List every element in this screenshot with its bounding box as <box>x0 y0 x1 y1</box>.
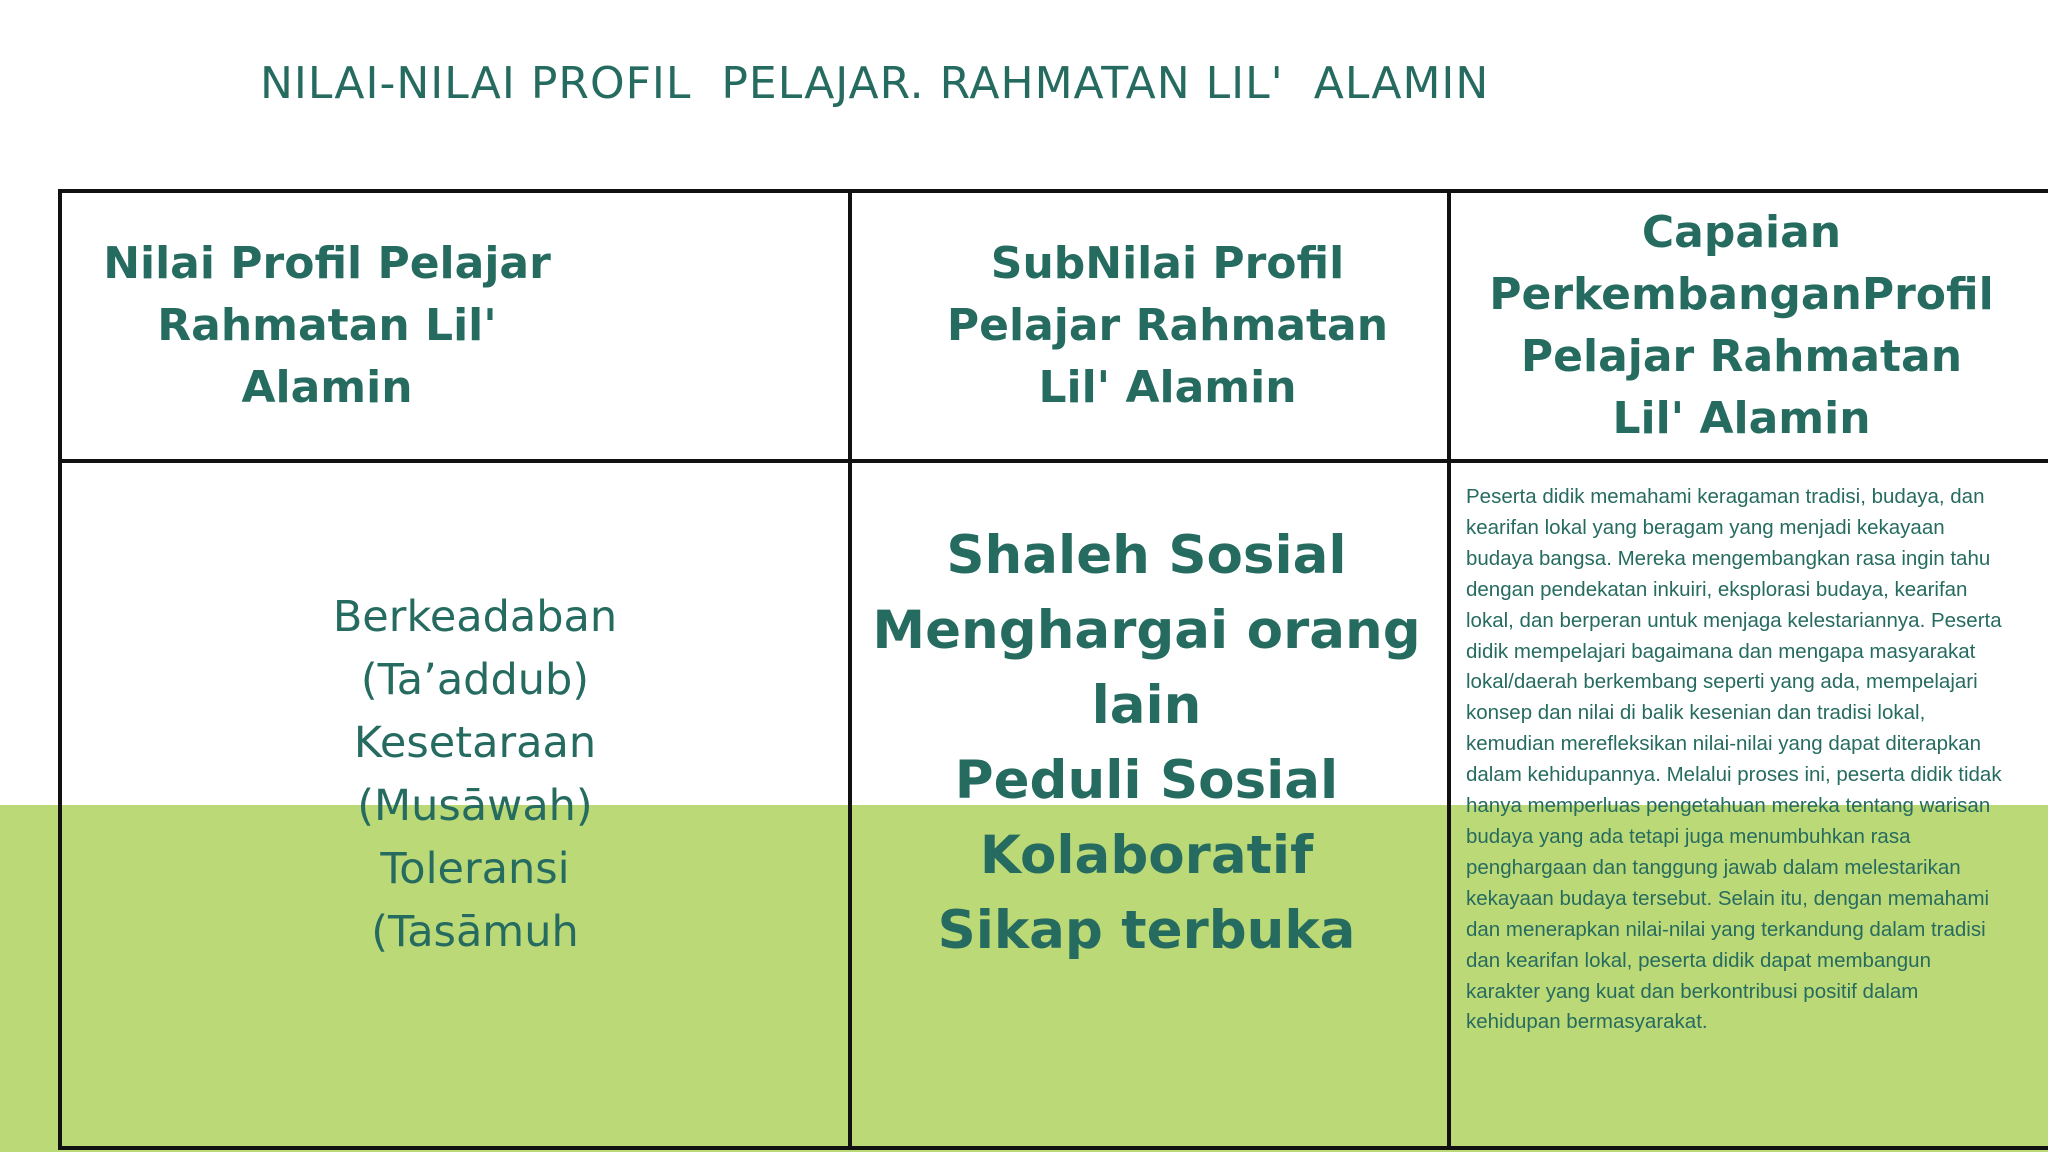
header-line: Lil' Alamin <box>1612 393 1871 444</box>
header-line: Lil' Alamin <box>1038 362 1297 413</box>
subnilai-item: Kolaboratif <box>979 825 1314 886</box>
nilai-item: Berkeadaban <box>332 592 618 642</box>
header-line: Alamin <box>241 362 413 413</box>
table-border-bottom <box>58 1146 2048 1150</box>
header-capaian <box>1451 193 2048 459</box>
subnilai-item: Sikap terbuka <box>937 900 1356 961</box>
nilai-item: (Musāwah) <box>357 781 593 831</box>
header-line: Pelajar Rahmatan <box>946 300 1389 351</box>
header-line: Capaian <box>1641 207 1842 258</box>
header-line: PerkembanganProfil <box>1489 269 1994 320</box>
subnilai-item: Peduli Sosial <box>954 750 1339 811</box>
capaian-description: Peserta didik memahami keragaman tradisi, budaya, dan kearifan lokal yang beragam yang menjadi kekayaan budaya bangsa. Mereka mengembangkan rasa ingin tahu dengan pendekatan inkuiri, eksplorasi budaya, kearifan lokal, dan berperan untuk menjaga kelestariannya. Peserta didik mempelajari bagaimana dan mengapa masyarakat lokal/daerah berkembang seperti yang ada, mempelajari konsep dan nilai di balik kesenian dan tradisi lokal, kemudian merefleksikan nilai-nilai yang dapat diterapkan dalam kehidupannya. Melalui proses ini, peserta didik tidak hanya memperluas pengetahuan mereka tentang warisan budaya yang ada tetapi juga menumbuhkan rasa penghargaan dan tanggung jawab dalam melestarikan kekayaan budaya tersebut. Selain itu, dengan memahami dan menerapkan nilai-nilai yang terkandung dalam tradisi dan kearifan lokal, peserta didik dapat membangun karakter yang kuat dan berkontribusi positif dalam kehidupan bermasyarakat. <box>1466 485 2002 1034</box>
header-line: Rahmatan Lil' <box>157 300 497 351</box>
page-title: NILAI-NILAI PROFIL PELAJAR. RAHMATAN LIL' ALAMIN <box>260 58 1490 109</box>
nilai-item: (Ta’addub) <box>360 655 590 705</box>
subnilai-item: lain <box>1091 675 1202 736</box>
cell-nilai-list <box>160 585 790 965</box>
nilai-item: (Tasāmuh <box>371 907 579 957</box>
cell-subnilai-list <box>852 518 1447 968</box>
header-nilai-profil <box>62 193 592 459</box>
subnilai-item: Shaleh Sosial <box>946 525 1347 586</box>
nilai-item: Toleransi <box>380 844 570 894</box>
header-subnilai-profil <box>852 193 1447 459</box>
subnilai-item: Menghargai orang <box>872 600 1421 661</box>
header-line: Nilai Profil Pelajar <box>103 238 551 289</box>
nilai-item: Kesetaraan <box>353 718 597 768</box>
header-line: Pelajar Rahmatan <box>1520 331 1963 382</box>
header-line: SubNilai Profil <box>990 238 1345 289</box>
table-border-header-divider <box>58 459 2048 463</box>
